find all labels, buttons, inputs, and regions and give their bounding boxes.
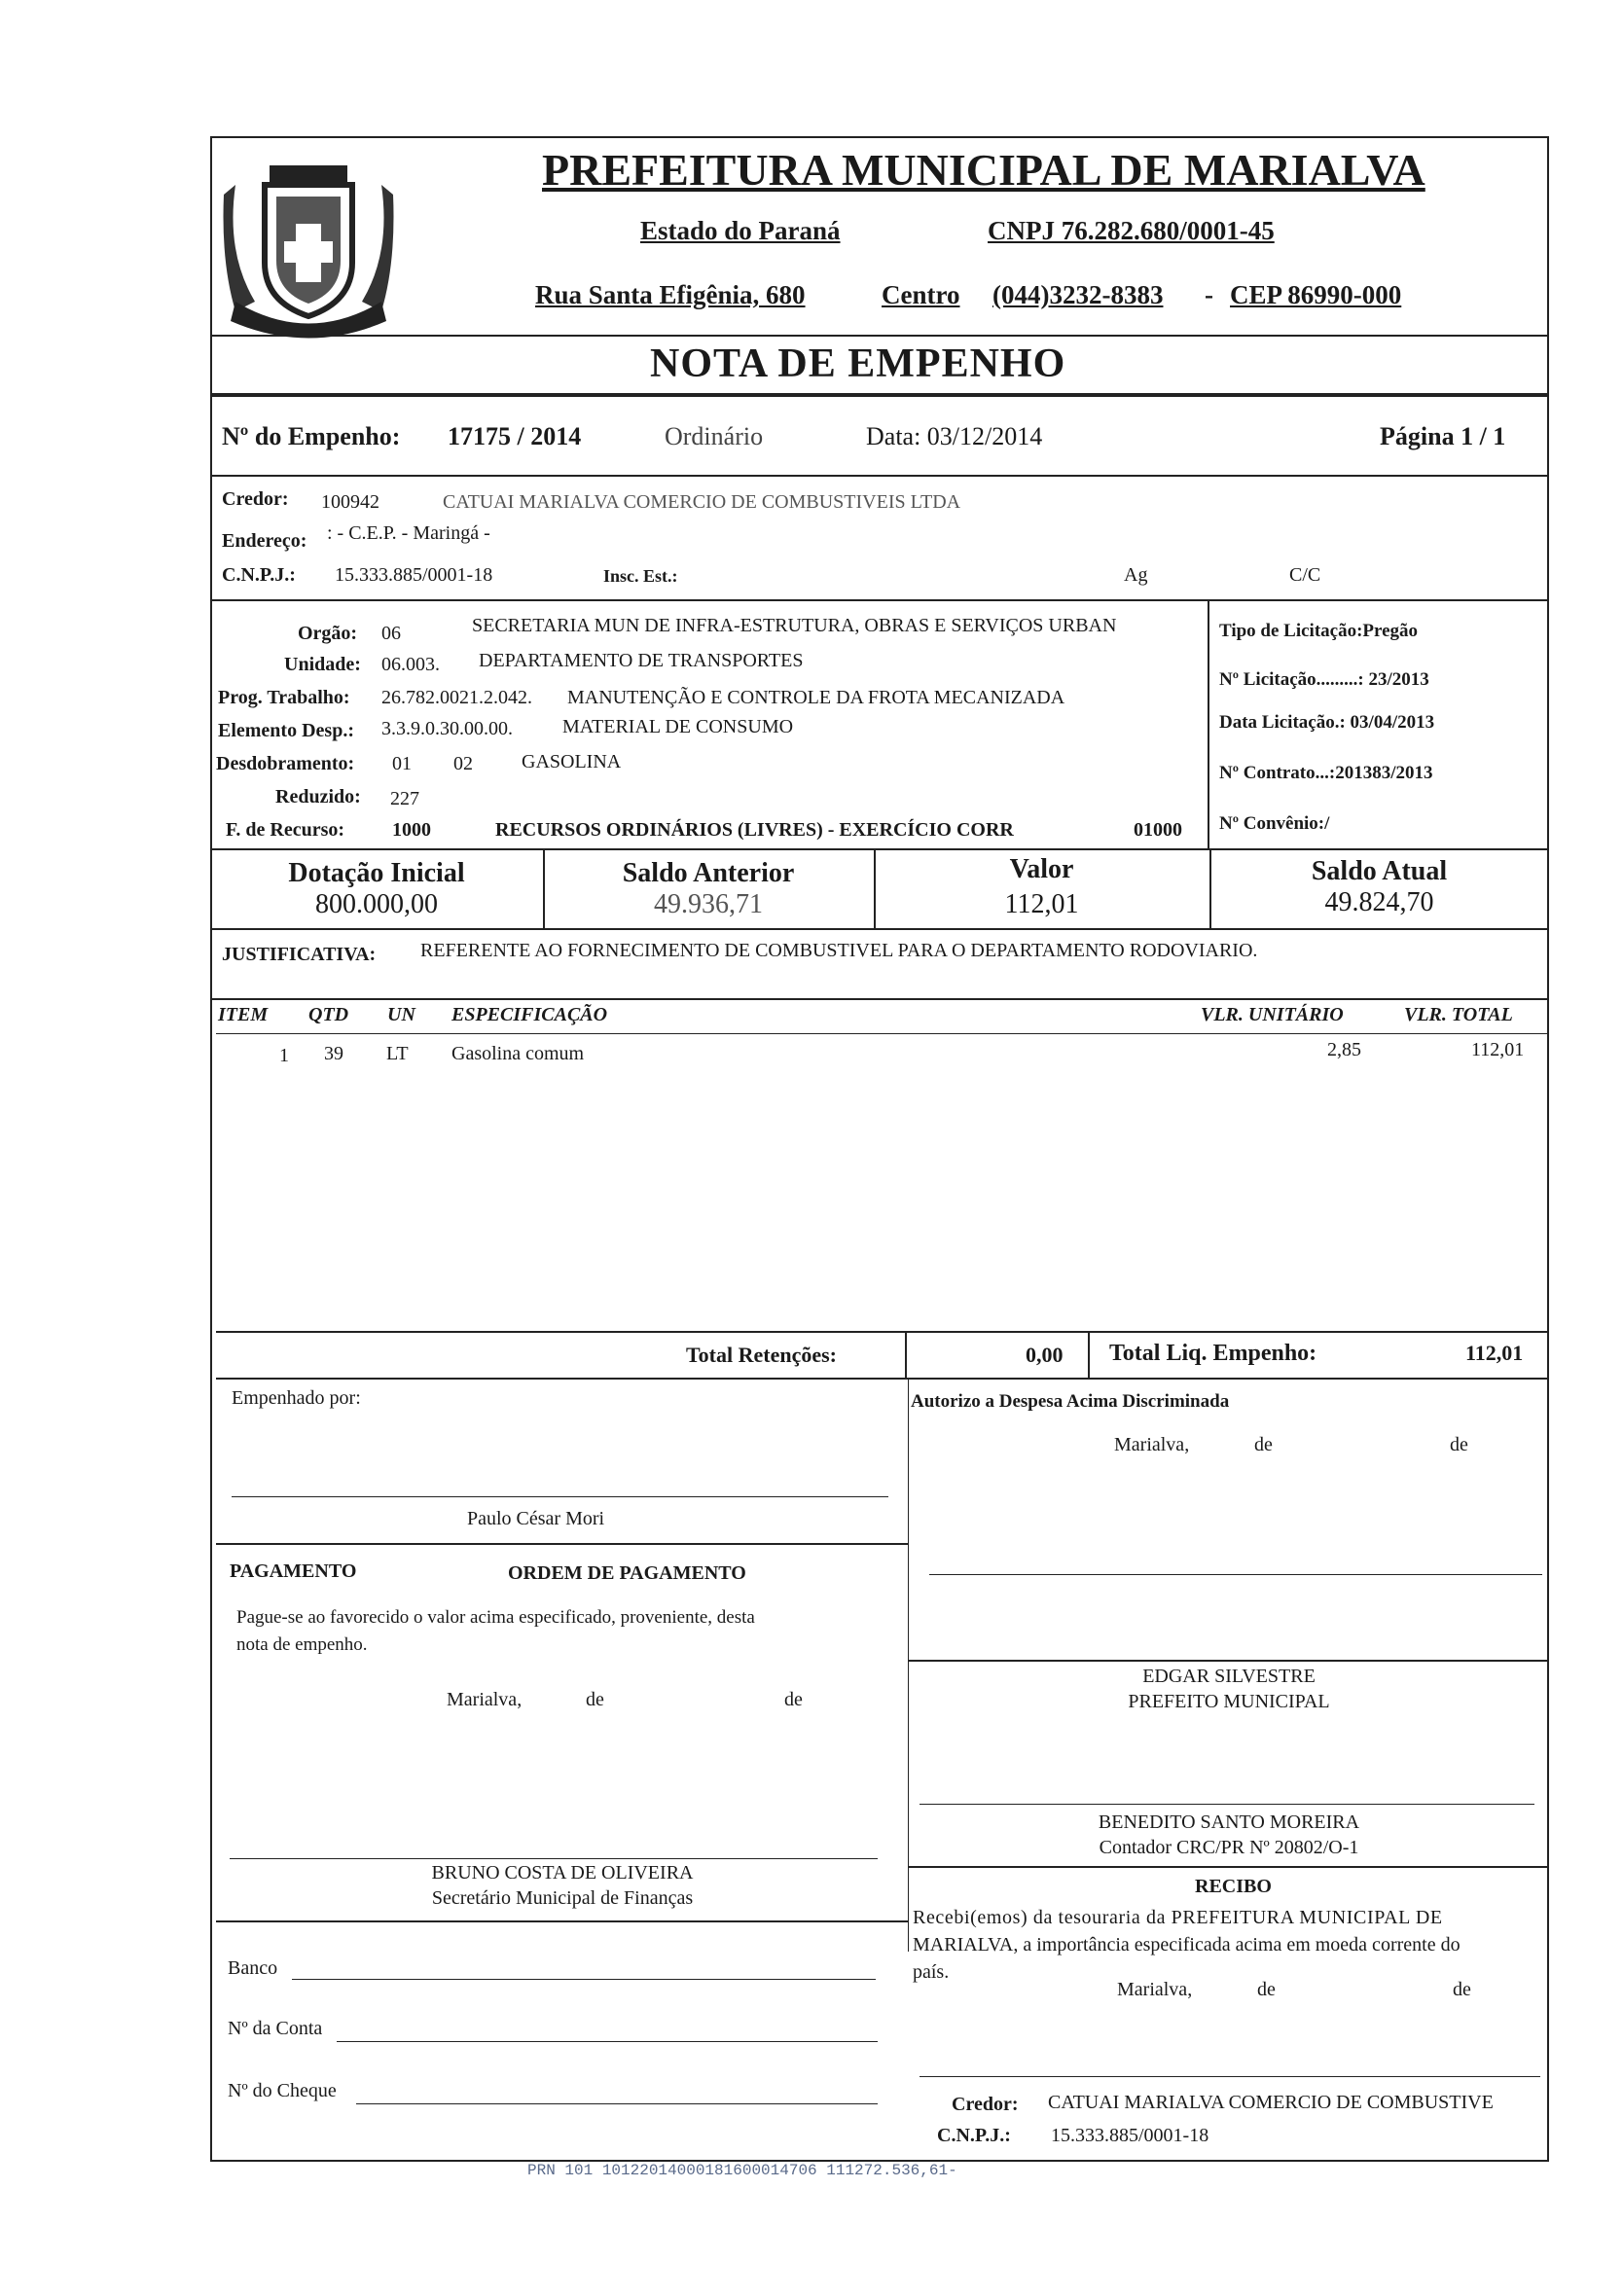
elemento-desc: MATERIAL DE CONSUMO	[562, 716, 794, 737]
reduzido-value: 227	[390, 788, 419, 809]
desdobramento-b: 02	[453, 753, 473, 774]
autorizo-place: Marialva,	[1114, 1434, 1190, 1455]
credor-code: 100942	[321, 491, 379, 513]
prefeitura-cnpj: CNPJ 76.282.680/0001-45	[988, 216, 1275, 245]
unidade-code: 06.003.	[381, 654, 440, 675]
unidade-label: Unidade:	[284, 654, 361, 675]
col-header-qtd: QTD	[308, 1004, 349, 1025]
pagamento-label: PAGAMENTO	[230, 1561, 357, 1582]
retencoes-label: Total Retenções:	[686, 1343, 837, 1367]
empenho-number-label: Nº do Empenho:	[222, 422, 401, 450]
elemento-label: Elemento Desp.:	[218, 720, 354, 741]
recibo-cnpj-label: C.N.P.J.:	[937, 2125, 1011, 2146]
recibo-cnpj: 15.333.885/0001-18	[1051, 2125, 1209, 2146]
pagamento-de-2: de	[784, 1689, 803, 1710]
row-spec: Gasolina comum	[451, 1043, 585, 1064]
col-header-unit: VLR. UNITÁRIO	[1201, 1004, 1344, 1025]
conta-field[interactable]	[337, 2041, 878, 2042]
empenhado-name: Paulo César Mori	[467, 1508, 605, 1529]
recibo-credor-name: CATUAI MARIALVA COMERCIO DE COMBUSTIVE	[1048, 2092, 1494, 2113]
orgao-desc: SECRETARIA MUN DE INFRA-ESTRUTURA, OBRAS E SERVIÇOS URBAN	[472, 615, 1117, 636]
numero-convenio: Nº Convênio:/	[1219, 813, 1330, 834]
coat-of-arms-logo	[216, 146, 401, 341]
credor-endereco: : - C.E.P. - Maringá -	[327, 522, 490, 544]
justificativa-text: REFERENTE AO FORNECIMENTO DE COMBUSTIVEL PARA O DEPARTAMENTO RODOVIARIO.	[420, 940, 1258, 961]
endereco-label: Endereço:	[222, 530, 307, 552]
col-header-total: VLR. TOTAL	[1404, 1004, 1513, 1025]
recurso-label: F. de Recurso:	[226, 819, 345, 841]
prefeito-role: PREFEITO MUNICIPAL	[1128, 1691, 1330, 1712]
valor-value: 112,01	[1004, 889, 1079, 919]
secretario-name: BRUNO COSTA DE OLIVEIRA	[431, 1862, 694, 1883]
col-header-un: UN	[387, 1004, 415, 1025]
prefeitura-district: Centro	[882, 280, 960, 309]
conta-label: Nº da Conta	[228, 2018, 323, 2039]
row-unit: 2,85	[1327, 1039, 1361, 1060]
pague-text-2: nota de empenho.	[236, 1634, 368, 1655]
credor-cnpj: 15.333.885/0001-18	[335, 564, 493, 586]
recurso-desc: RECURSOS ORDINÁRIOS (LIVRES) - EXERCÍCIO CORR	[495, 819, 1014, 841]
recibo-text-1: Recebi(emos) da tesouraria da PREFEITURA MUNICIPAL DE	[913, 1907, 1443, 1928]
valor-label: Valor	[1009, 854, 1074, 884]
orgao-label: Orgão:	[298, 623, 358, 644]
recibo-de-1: de	[1257, 1979, 1276, 2000]
autorizo-text: Autorizo a Despesa Acima Discriminada	[911, 1391, 1230, 1412]
justificativa-label: JUSTIFICATIVA:	[222, 944, 377, 965]
prefeitura-phone: (044)3232-8383	[992, 280, 1164, 309]
tipo-licitacao: Tipo de Licitação:Pregão	[1219, 621, 1419, 641]
empenho-type: Ordinário	[665, 422, 764, 450]
saldo-anterior-value: 49.936,71	[654, 889, 763, 919]
row-un: LT	[386, 1043, 409, 1064]
ordem-pagamento-label: ORDEM DE PAGAMENTO	[508, 1562, 746, 1584]
recibo-text-3: país.	[913, 1961, 950, 1983]
recibo-credor-label: Credor:	[952, 2094, 1019, 2115]
credor-cnpj-label: C.N.P.J.:	[222, 564, 296, 586]
header-dash: -	[1205, 280, 1213, 309]
cheque-field[interactable]	[356, 2103, 878, 2104]
insc-est-label: Insc. Est.:	[603, 566, 678, 586]
data-licitacao: Data Licitação.: 03/04/2013	[1219, 712, 1435, 733]
state-name: Estado do Paraná	[640, 216, 841, 245]
saldo-atual-label: Saldo Atual	[1311, 856, 1448, 886]
banco-label: Banco	[228, 1957, 278, 1979]
credor-label: Credor:	[222, 488, 289, 510]
ag-label: Ag	[1124, 564, 1148, 586]
prefeito-name: EDGAR SILVESTRE	[1142, 1666, 1316, 1687]
recibo-de-2: de	[1453, 1979, 1471, 2000]
credor-name: CATUAI MARIALVA COMERCIO DE COMBUSTIVEIS LTDA	[443, 491, 961, 513]
row-qtd: 39	[324, 1043, 343, 1064]
cheque-label: Nº do Cheque	[228, 2080, 337, 2101]
prog-desc: MANUTENÇÃO E CONTROLE DA FROTA MECANIZADA	[567, 687, 1065, 708]
recibo-place: Marialva,	[1117, 1979, 1193, 2000]
empenho-date: Data: 03/12/2014	[866, 422, 1043, 450]
dotacao-value: 800.000,00	[315, 889, 438, 919]
banco-field[interactable]	[292, 1979, 876, 1980]
unidade-desc: DEPARTAMENTO DE TRANSPORTES	[479, 650, 804, 671]
page-number: Página 1 / 1	[1380, 422, 1506, 450]
autorizo-de-2: de	[1450, 1434, 1468, 1455]
liq-empenho-label: Total Liq. Empenho:	[1109, 1341, 1317, 1366]
empenho-number: 17175 / 2014	[448, 422, 582, 450]
document-title: NOTA DE EMPENHO	[650, 341, 1066, 386]
pagamento-place: Marialva,	[447, 1689, 523, 1710]
recurso-code2: 01000	[1134, 819, 1182, 841]
desdobramento-label: Desdobramento:	[216, 753, 355, 774]
desdobramento-a: 01	[392, 753, 412, 774]
col-header-spec: ESPECIFICAÇÃO	[451, 1004, 608, 1025]
recurso-code: 1000	[392, 819, 431, 841]
pague-text-1: Pague-se ao favorecido o valor acima especificado, proveniente, desta	[236, 1607, 755, 1628]
liq-empenho-value: 112,01	[1465, 1341, 1524, 1365]
prog-code: 26.782.0021.2.042.	[381, 687, 532, 708]
autorizo-de-1: de	[1254, 1434, 1273, 1455]
footer-code: PRN 101 10122014000181600014706 111272.536,61-	[527, 2162, 957, 2179]
prog-label: Prog. Trabalho:	[218, 687, 350, 708]
saldo-atual-value: 49.824,70	[1324, 887, 1434, 917]
elemento-code: 3.3.9.0.30.00.00.	[381, 718, 513, 739]
saldo-anterior-label: Saldo Anterior	[622, 858, 795, 888]
row-total: 112,01	[1471, 1039, 1525, 1060]
contador-name: BENEDITO SANTO MOREIRA	[1098, 1812, 1360, 1833]
prefeitura-cep: CEP 86990-000	[1230, 280, 1402, 309]
retencoes-value: 0,00	[1026, 1343, 1064, 1367]
col-header-item: ITEM	[218, 1004, 269, 1025]
contador-role: Contador CRC/PR Nº 20802/O-1	[1099, 1837, 1359, 1858]
orgao-code: 06	[381, 623, 401, 644]
row-item: 1	[279, 1045, 289, 1066]
secretario-role: Secretário Municipal de Finanças	[431, 1887, 694, 1909]
page-title: PREFEITURA MUNICIPAL DE MARIALVA	[542, 145, 1425, 195]
reduzido-label: Reduzido:	[275, 786, 361, 807]
cc-label: C/C	[1289, 564, 1321, 586]
numero-licitacao: Nº Licitação.........: 23/2013	[1219, 669, 1429, 690]
dotacao-label: Dotação Inicial	[288, 858, 465, 888]
numero-contrato: Nº Contrato...:201383/2013	[1219, 763, 1433, 783]
recibo-title: RECIBO	[1195, 1876, 1272, 1897]
recibo-text-2: MARIALVA, a importância especificada acima em moeda corrente do	[913, 1934, 1461, 1955]
desdobramento-desc: GASOLINA	[522, 751, 622, 772]
prefeitura-address: Rua Santa Efigênia, 680	[535, 280, 806, 309]
pagamento-de-1: de	[586, 1689, 604, 1710]
empenhado-label: Empenhado por:	[232, 1387, 361, 1409]
